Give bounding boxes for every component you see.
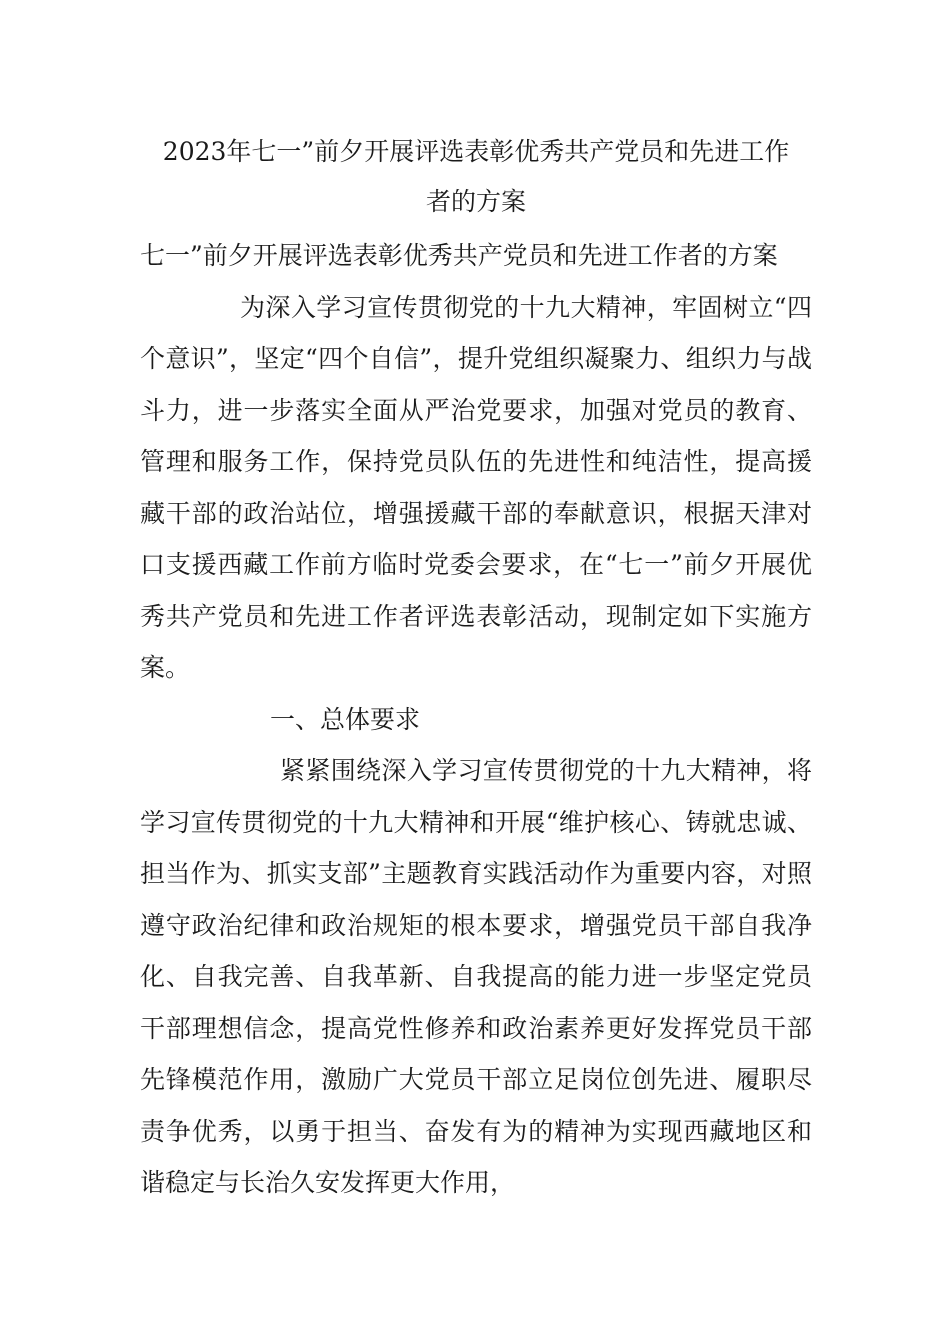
paragraph-general-requirements: 紧紧围绕深入学习宣传贯彻党的十九大精神，将学习宣传贯彻党的十九大精神和开展“维护核心、铸就忠诚、担当作为、抓实支部”主题教育实践活动作为重要内容，对照遵守政治纪律和政治规矩的根本要求，增强党员干部自我净化、自我完善、自我革新、自我提高的能力进一步坚定党员干部理想信念，提高党性修养和政治素养更好发挥党员干部先锋模范作用，激励广大党员干部立足岗位创先进、履职尽责争优秀，以勇于担当、奋发有为的精神为实现西藏地区和谐稳定与长治久安发挥更大作用，: [140, 756, 812, 1197]
section-heading-general-requirements: 一、总体要求: [270, 704, 421, 734]
document-title-line-2: 者的方案: [425, 187, 526, 216]
document-subtitle: 七一”前夕开展评选表彰优秀共产党员和先进工作者的方案: [140, 241, 778, 270]
document-title-line-1: 2023年七一”前夕开展评选表彰优秀共产党员和先进工作: [162, 137, 790, 166]
document-body: [140, 230, 812, 1209]
paragraph-intro: 为深入学习宣传贯彻党的十九大精神，牢固树立“四个意识”，坚定“四个自信”，提升党组织凝聚力、组织力与战斗力，进一步落实全面从严治党要求，加强对党员的教育、管理和服务工作，保持党员队伍的先进性和纯洁性，提高援藏干部的政治站位，增强援藏干部的奉献意识，根据天津对口支援西藏工作前方临时党委会要求，在“七一”前夕开展优秀共产党员和先进工作者评选表彰活动，现制定如下实施方案。: [140, 292, 812, 682]
